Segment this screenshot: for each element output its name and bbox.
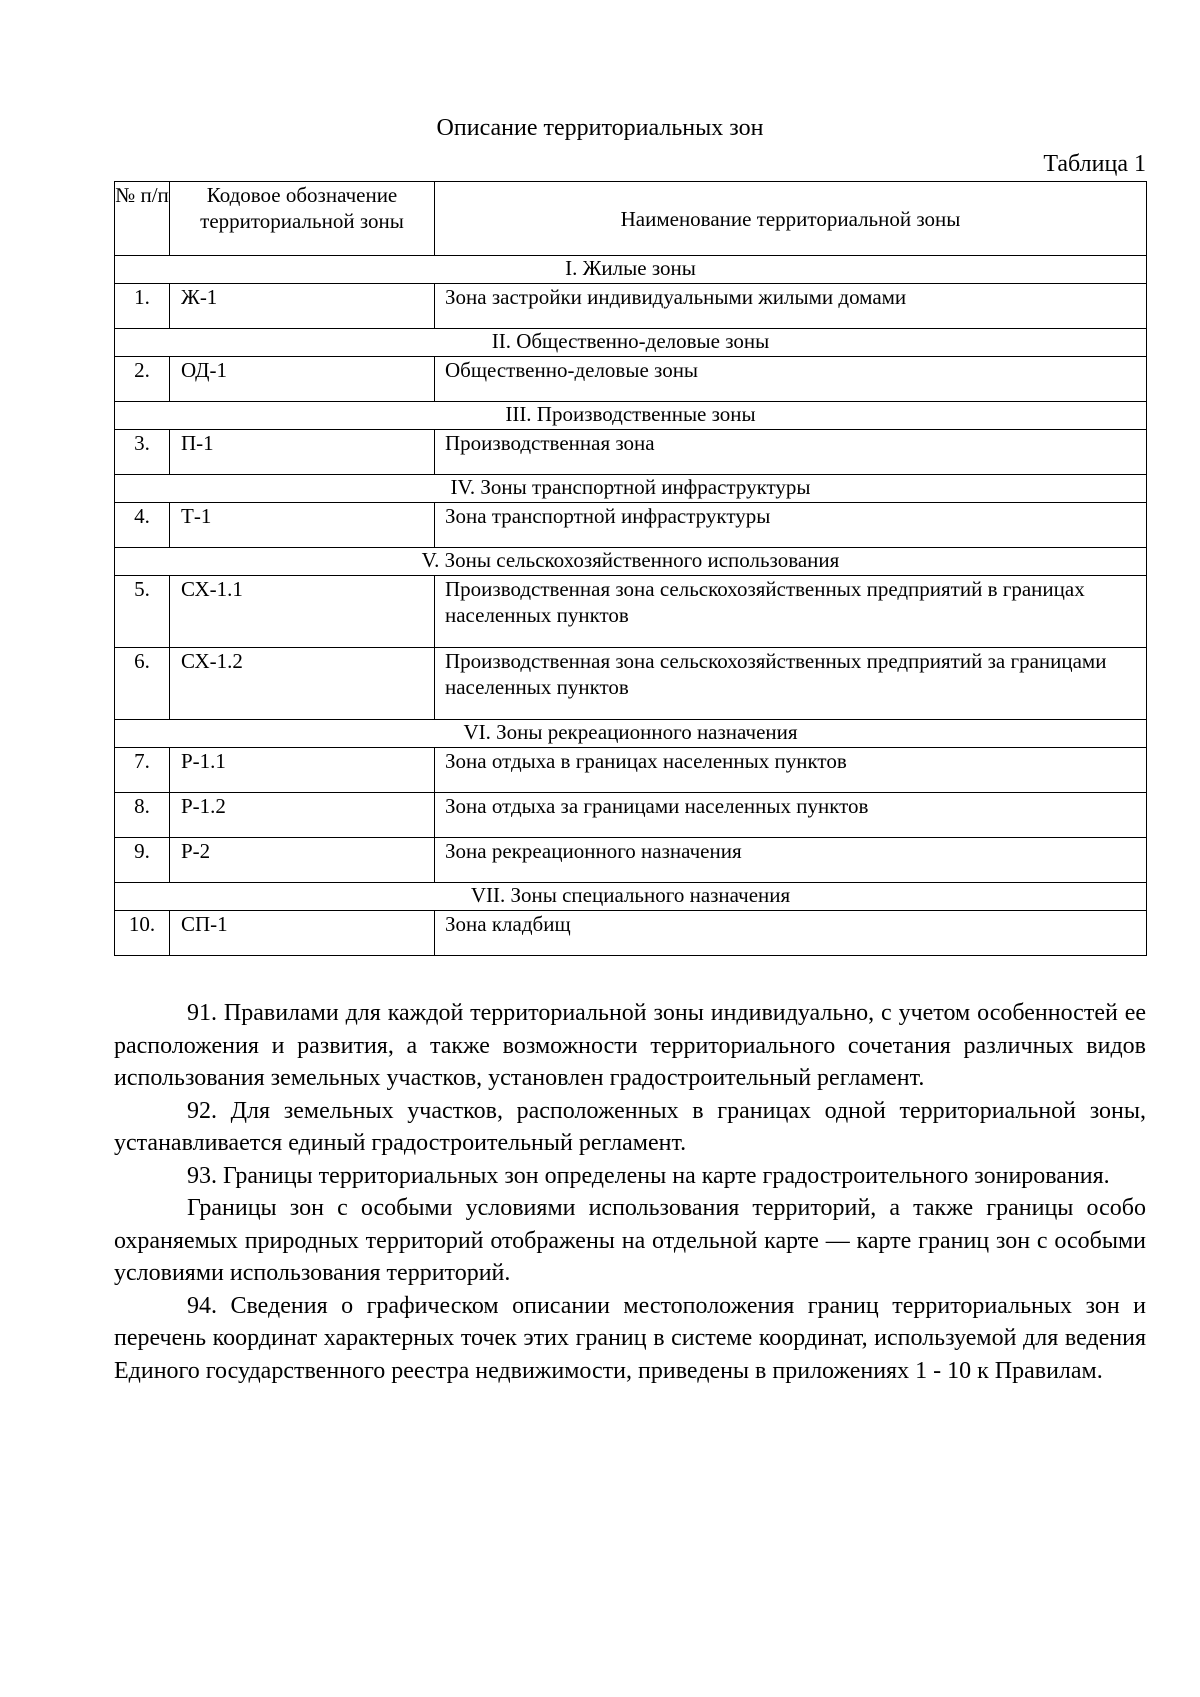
table-row <box>115 648 1147 720</box>
table-header-row <box>115 182 1147 256</box>
paragraph: Границы зон с особыми условиями использования территорий, а также границы особо охраняемых природных территорий отображены на отдельной карте — карте границ зон с особыми условиями использования территорий. <box>114 1195 1146 1286</box>
cell-code: Р-1.1 <box>170 748 435 793</box>
section-title: VI. Зоны рекреационного назначения <box>115 720 1147 748</box>
cell-code: СХ-1.1 <box>170 576 435 648</box>
cell-name: Зона транспортной инфраструктуры <box>435 503 1147 548</box>
section-title: VII. Зоны специального назначения <box>115 883 1147 911</box>
cell-name: Зона застройки индивидуальными жилыми домами <box>435 284 1147 329</box>
table-row <box>115 284 1147 329</box>
paragraph: 91. Правилами для каждой территориальной зоны индивидуально, с учетом особенностей ее расположения и развития, а также возможности территориального сочетания различных видов использования земельных участков, установлен градостроительный регламент. <box>114 1000 1146 1091</box>
section-title: II. Общественно-деловые зоны <box>115 329 1147 357</box>
cell-num: 7. <box>115 748 170 793</box>
table-row <box>115 357 1147 402</box>
cell-code: СХ-1.2 <box>170 648 435 720</box>
cell-num: 3. <box>115 430 170 475</box>
cell-name: Зона кладбищ <box>435 911 1147 956</box>
table-section-row <box>115 548 1147 576</box>
paragraph: 94. Сведения о графическом описании местоположения границ территориальных зон и перечень координат характерных точек этих границ в системе координат, используемой для ведения Единого государственного реестра недвижимости, приведены в приложениях 1 - 10 к Правилам. <box>114 1292 1146 1384</box>
cell-name: Производственная зона <box>435 430 1147 475</box>
table-row <box>115 838 1147 883</box>
header-num: № п/п <box>115 182 170 256</box>
paragraph: 93. Границы территориальных зон определены на карте градостроительного зонирования. <box>187 1162 1110 1189</box>
zones-table <box>114 181 1147 956</box>
table-row <box>115 576 1147 648</box>
cell-code: Р-1.2 <box>170 793 435 838</box>
cell-name: Зона рекреационного назначения <box>435 838 1147 883</box>
document-title: Описание территориальных зон <box>436 115 764 141</box>
table-section-row <box>115 883 1147 911</box>
cell-name: Зона отдыха в границах населенных пунктов <box>435 748 1147 793</box>
cell-code: П-1 <box>170 430 435 475</box>
paragraph: 92. Для земельных участков, расположенных в границах одной территориальной зоны, устанавливается единый градостроительный регламент. <box>114 1097 1146 1156</box>
table-section-row <box>115 720 1147 748</box>
table-section-row <box>115 256 1147 284</box>
table-row <box>115 503 1147 548</box>
table-section-row <box>115 475 1147 503</box>
table-label: Таблица 1 <box>1043 151 1146 177</box>
cell-name: Общественно-деловые зоны <box>435 357 1147 402</box>
cell-num: 4. <box>115 503 170 548</box>
cell-name: Производственная зона сельскохозяйственных предприятий за границами населенных пунктов <box>435 648 1147 720</box>
cell-num: 9. <box>115 838 170 883</box>
table-row <box>115 430 1147 475</box>
table-section-row <box>115 402 1147 430</box>
cell-num: 1. <box>115 284 170 329</box>
cell-num: 6. <box>115 648 170 720</box>
table-row <box>115 793 1147 838</box>
header-name: Наименование территориальной зоны <box>435 182 1147 256</box>
table-row <box>115 748 1147 793</box>
cell-name: Зона отдыха за границами населенных пунктов <box>435 793 1147 838</box>
cell-name: Производственная зона сельскохозяйственных предприятий в границах населенных пунктов <box>435 576 1147 648</box>
body-text <box>114 997 1146 1387</box>
section-title: III. Производственные зоны <box>115 402 1147 430</box>
cell-code: ОД-1 <box>170 357 435 402</box>
header-code: Кодовое обозначение территориальной зоны <box>170 182 435 256</box>
section-title: IV. Зоны транспортной инфраструктуры <box>115 475 1147 503</box>
cell-code: СП-1 <box>170 911 435 956</box>
table-row <box>115 911 1147 956</box>
cell-num: 10. <box>115 911 170 956</box>
cell-code: Р-2 <box>170 838 435 883</box>
cell-num: 8. <box>115 793 170 838</box>
cell-num: 5. <box>115 576 170 648</box>
section-title: V. Зоны сельскохозяйственного использования <box>115 548 1147 576</box>
cell-num: 2. <box>115 357 170 402</box>
cell-code: Ж-1 <box>170 284 435 329</box>
cell-code: Т-1 <box>170 503 435 548</box>
table-section-row <box>115 329 1147 357</box>
section-title: I. Жилые зоны <box>115 256 1147 284</box>
